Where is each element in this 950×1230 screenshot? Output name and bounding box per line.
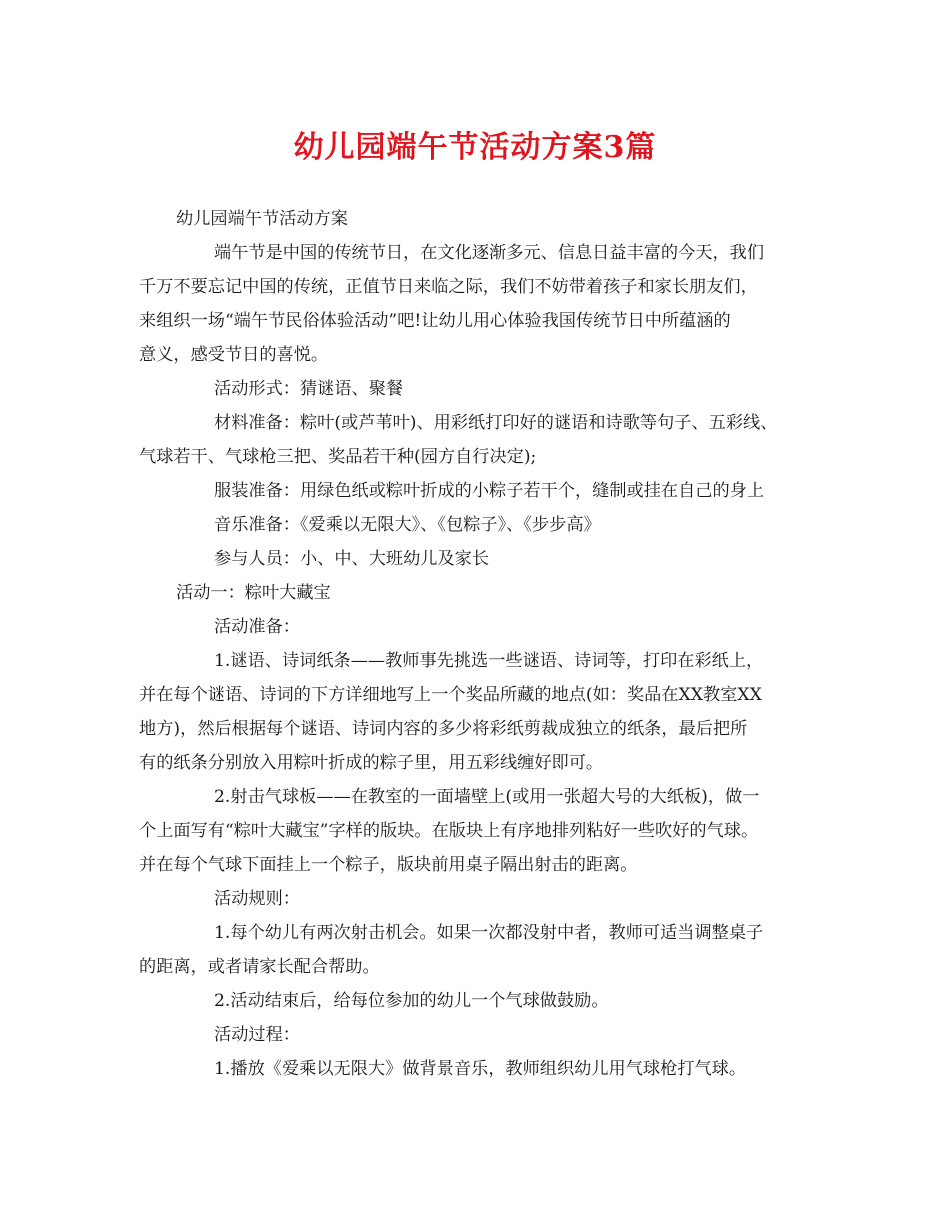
- text-line: 的距离，或者请家长配合帮助。: [139, 957, 380, 977]
- text-line: 材料准备：粽叶(或芦苇叶)、用彩纸打印好的谜语和诗歌等句子、五彩线、: [214, 413, 778, 433]
- text-line: 参与人员：小、中、大班幼儿及家长: [214, 549, 490, 569]
- text-line: 2.射击气球板——在教室的一面墙壁上(或用一张超大号的大纸板)，做一: [214, 787, 760, 807]
- text-line: 个上面写有“粽叶大藏宝”字样的版块。在版块上有序地排列粘好一些吹好的气球。: [139, 821, 759, 841]
- text-line: 并在每个谜语、诗词的下方详细地写上一个奖品所藏的地点(如：奖品在XX教室XX: [139, 685, 762, 705]
- text-line: 并在每个气球下面挂上一个粽子，版块前用桌子隔出射击的距离。: [139, 855, 638, 875]
- text-line: 2.活动结束后，给每位参加的幼儿一个气球做鼓励。: [214, 991, 609, 1011]
- text-line: 活动准备：: [214, 617, 300, 637]
- text-line: 有的纸条分别放入用粽叶折成的粽子里，用五彩线缠好即可。: [139, 753, 604, 773]
- text-line: 千万不要忘记中国的传统，正值节日来临之际，我们不妨带着孩子和家长朋友们，: [139, 277, 758, 297]
- text-line: 气球若干、气球枪三把、奖品若干种(园方自行决定);: [139, 447, 537, 467]
- document-body: [139, 202, 817, 1086]
- text-line: 端午节是中国的传统节日，在文化逐渐多元、信息日益丰富的今天，我们: [214, 243, 765, 263]
- text-line: 音乐准备：《爱乘以无限大》、《包粽子》、《步步高》: [214, 515, 601, 535]
- text-line: 活动一：粽叶大藏宝: [176, 583, 331, 603]
- text-line: 来组织一场“端午节民俗体验活动”吧!让幼儿用心体验我国传统节日中所蕴涵的: [139, 311, 731, 331]
- text-line: 1.播放《爱乘以无限大》做背景音乐，教师组织幼儿用气球枪打气球。: [214, 1059, 747, 1079]
- text-line: 活动过程：: [214, 1025, 300, 1045]
- text-line: 地方)，然后根据每个谜语、诗词内容的多少将彩纸剪裁成独立的纸条，最后把所: [139, 719, 748, 739]
- text-line: 1.谜语、诗词纸条——教师事先挑选一些谜语、诗词等，打印在彩纸上，: [214, 651, 764, 671]
- text-line: 意义，感受节日的喜悦。: [139, 345, 329, 365]
- text-line: 活动形式：猜谜语、聚餐: [214, 379, 404, 399]
- text-line: 活动规则：: [214, 889, 300, 909]
- text-line: 服装准备：用绿色纸或粽叶折成的小粽子若干个，缝制或挂在自己的身上: [214, 481, 765, 501]
- text-line: 1.每个幼儿有两次射击机会。如果一次都没射中者，教师可适当调整桌子: [214, 923, 764, 943]
- document-title: 幼儿园端午节活动方案3篇: [293, 130, 657, 165]
- text-line: 幼儿园端午节活动方案: [176, 209, 348, 229]
